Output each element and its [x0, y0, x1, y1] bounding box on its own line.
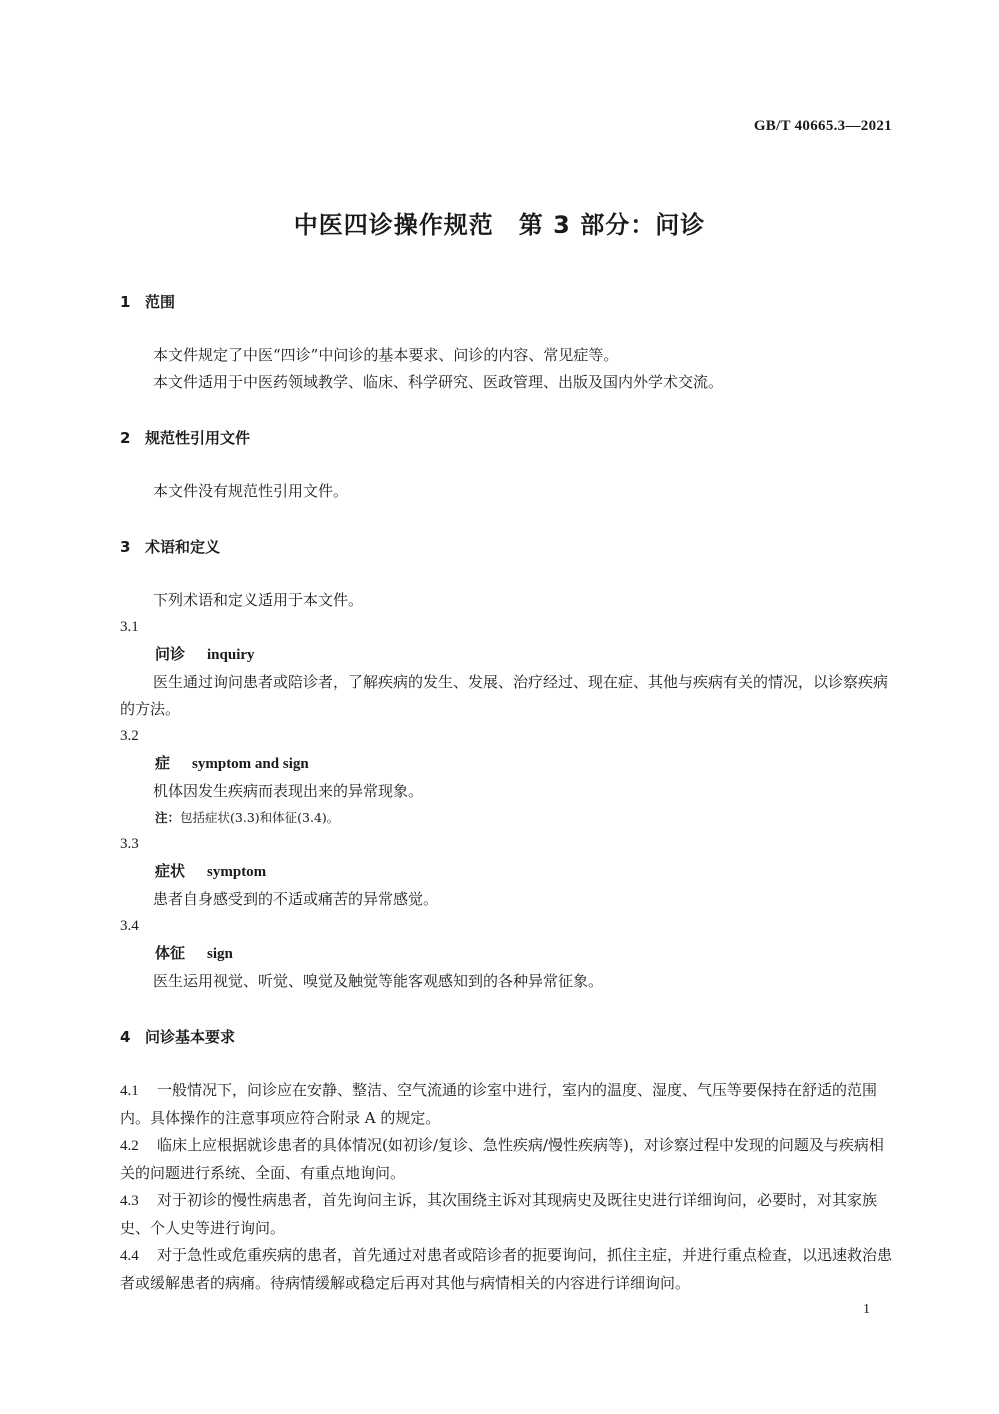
term-entry [120, 641, 895, 669]
section-title: 术语和定义 [145, 538, 221, 556]
requirement-number: 4.4 [120, 1248, 139, 1264]
standard-number: GB/T 40665.3—2021 [753, 118, 892, 134]
term-zh: 症状 [155, 862, 186, 880]
paragraph: 本文件适用于中医药领域教学、临床、科学研究、医政管理、出版及国内外学术交流。 [153, 373, 724, 391]
term-en: symptom and sign [192, 756, 309, 772]
term-entry [120, 858, 895, 886]
section-2-heading [120, 428, 895, 448]
term-number: 3.2 [120, 728, 139, 744]
section-number: 1 [120, 293, 131, 311]
paragraph: 本文件规定了中医“四诊”中问诊的基本要求、问诊的内容、常见症等。 [153, 346, 619, 364]
note-text: 包括症状(3.3)和体征(3.4)。 [180, 810, 340, 825]
term-en: sign [207, 946, 233, 962]
term-note [120, 805, 895, 831]
requirement-number: 4.1 [120, 1083, 139, 1099]
term-en: inquiry [207, 647, 255, 663]
term-number: 3.4 [120, 918, 139, 934]
requirement-text: 临床上应根据就诊患者的具体情况(如初诊/复诊、急性疾病/慢性疾病等)，对诊察过程中发现的问题及与疾病相关的问题进行系统、全面、有重点地询问。 [120, 1136, 884, 1182]
term-zh: 问诊 [155, 645, 186, 663]
requirement-item [120, 1187, 895, 1242]
section-4-heading [120, 1027, 895, 1047]
requirement-item [120, 1077, 895, 1132]
term-number: 3.1 [120, 619, 139, 635]
section-3-heading [120, 537, 895, 557]
section-number: 2 [120, 429, 131, 447]
requirement-text: 对于初诊的慢性病患者，首先询问主诉，其次围绕主诉对其现病史及既往史进行详细询问，必要时，对其家族史、个人史等进行询问。 [120, 1191, 878, 1237]
term-number: 3.3 [120, 836, 139, 852]
section-title: 问诊基本要求 [145, 1028, 236, 1046]
requirement-number: 4.2 [120, 1138, 139, 1154]
requirement-text: 对于急性或危重疾病的患者，首先通过对患者或陪诊者的扼要询问，抓住主症，并进行重点检查，以迅速救治患者或缓解患者的病痛。待病情缓解或稳定后再对其他与病情相关的内容进行详细询问。 [120, 1246, 893, 1292]
section-number: 4 [120, 1028, 131, 1046]
document-title: 中医四诊操作规范 第 3 部分：问诊 [293, 211, 706, 239]
term-definition: 医生运用视觉、听觉、嗅觉及触觉等能客观感知到的各种异常征象。 [153, 972, 604, 990]
term-zh: 体征 [155, 944, 186, 962]
note-label: 注： [155, 810, 181, 825]
term-zh: 症 [155, 754, 171, 772]
requirement-number: 4.3 [120, 1193, 139, 1209]
term-definition: 医生通过询问患者或陪诊者，了解疾病的发生、发展、治疗经过、现在症、其他与疾病有关的情况，以诊察疾病的方法。 [120, 673, 889, 718]
term-entry [120, 940, 895, 968]
term-definition: 患者自身感受到的不适或痛苦的异常感觉。 [153, 890, 439, 908]
requirement-item [120, 1242, 895, 1297]
section-1-heading [120, 292, 895, 312]
requirement-item [120, 1132, 895, 1187]
section-title: 规范性引用文件 [145, 429, 251, 447]
section-number: 3 [120, 538, 131, 556]
paragraph: 下列术语和定义适用于本文件。 [153, 591, 364, 609]
page-number: 1 [863, 1302, 870, 1317]
section-title: 范围 [145, 293, 176, 311]
document-body [120, 292, 895, 1297]
term-definition: 机体因发生疾病而表现出来的异常现象。 [153, 782, 424, 800]
term-entry [120, 750, 895, 778]
term-en: symptom [207, 864, 267, 880]
paragraph: 本文件没有规范性引用文件。 [153, 482, 349, 500]
requirement-text: 一般情况下，问诊应在安静、整洁、空气流通的诊室中进行，室内的温度、湿度、气压等要保持在舒适的范围内。具体操作的注意事项应符合附录 A 的规定。 [120, 1081, 878, 1127]
